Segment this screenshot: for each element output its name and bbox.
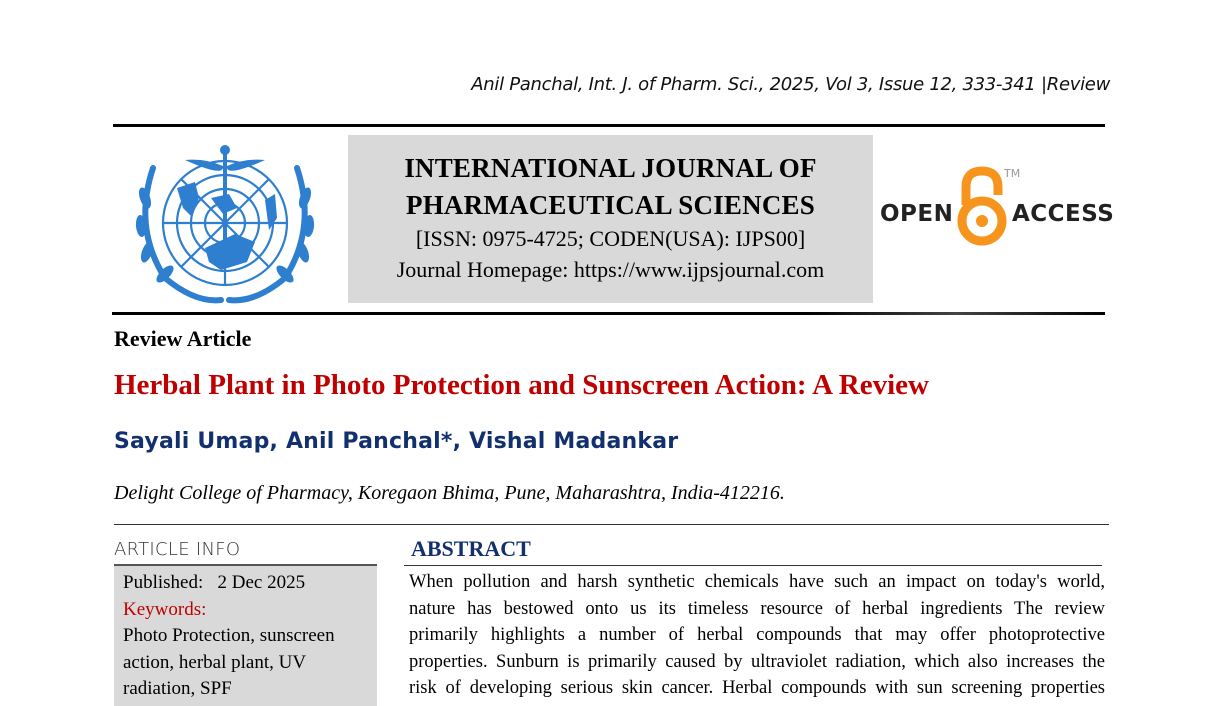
article-type: Review Article	[114, 326, 252, 351]
trademark-mark: TM	[1004, 167, 1021, 180]
abstract-line: risk of developing serious skin cancer. Herbal compounds with sun screening properties	[409, 678, 1105, 698]
running-head-citation: Anil Panchal, Int. J. of Pharm. Sci., 2025, Vol 3, Issue 12, 333-341 |Review	[471, 74, 1110, 95]
author-affiliation: Delight College of Pharmacy, Koregaon Bhima, Pune, Maharashtra, India-412216.	[114, 482, 785, 504]
article-authors: Sayali Umap, Anil Panchal*, Vishal Madankar	[114, 429, 679, 454]
keywords-line: Photo Protection, sunscreen	[123, 625, 335, 646]
published-row	[123, 570, 377, 597]
journal-title	[348, 150, 873, 224]
abstract-line: properties. Sunburn is primarily caused by ultraviolet radiation, which also increases the	[409, 651, 1105, 672]
journal-issn: [ISSN: 0975-4725; CODEN(USA): IJPS00]	[415, 226, 806, 251]
abstract-line: When pollution and harsh synthetic chemicals have such an impact on today's world,	[409, 572, 1105, 592]
header-rule-bottom	[112, 312, 1105, 315]
journal-masthead	[348, 135, 873, 303]
article-title: Herbal Plant in Photo Protection and Sunscreen Action: A Review	[114, 369, 929, 401]
abstract-line: primarily highlights a number of herbal compounds that may offer photoprotective	[409, 625, 1105, 645]
abstract-line: nature has bestowed onto us its timeless resource of herbal ingredients The review	[409, 598, 1105, 619]
keywords-line: action, herbal plant, UV	[123, 651, 307, 673]
open-access-word-access: ACCESS	[1012, 201, 1115, 227]
open-access-logo	[880, 165, 1115, 255]
journal-title-line1: INTERNATIONAL JOURNAL OF	[404, 153, 817, 183]
journal-title-line2: PHARMACEUTICAL SCIENCES	[406, 190, 815, 220]
article-info-box	[114, 566, 377, 706]
journal-emblem-icon	[125, 138, 325, 308]
open-lock-icon	[952, 165, 1012, 250]
affiliation-divider	[114, 524, 1109, 525]
published-date: 2 Dec 2025	[217, 572, 306, 593]
open-access-word-open: OPEN	[880, 201, 954, 227]
article-info-heading: ARTICLE INFO	[114, 539, 241, 560]
keywords-label: Keywords:	[123, 598, 207, 620]
abstract-heading: ABSTRACT	[411, 536, 531, 561]
abstract-text	[409, 569, 1105, 702]
abstract-rule	[404, 565, 1102, 566]
header-rule-top	[113, 124, 1105, 127]
keywords-line: radiation, SPF	[123, 678, 232, 699]
journal-homepage: Journal Homepage: https://www.ijpsjournal.com	[396, 257, 825, 282]
published-label: Published:	[123, 572, 204, 593]
